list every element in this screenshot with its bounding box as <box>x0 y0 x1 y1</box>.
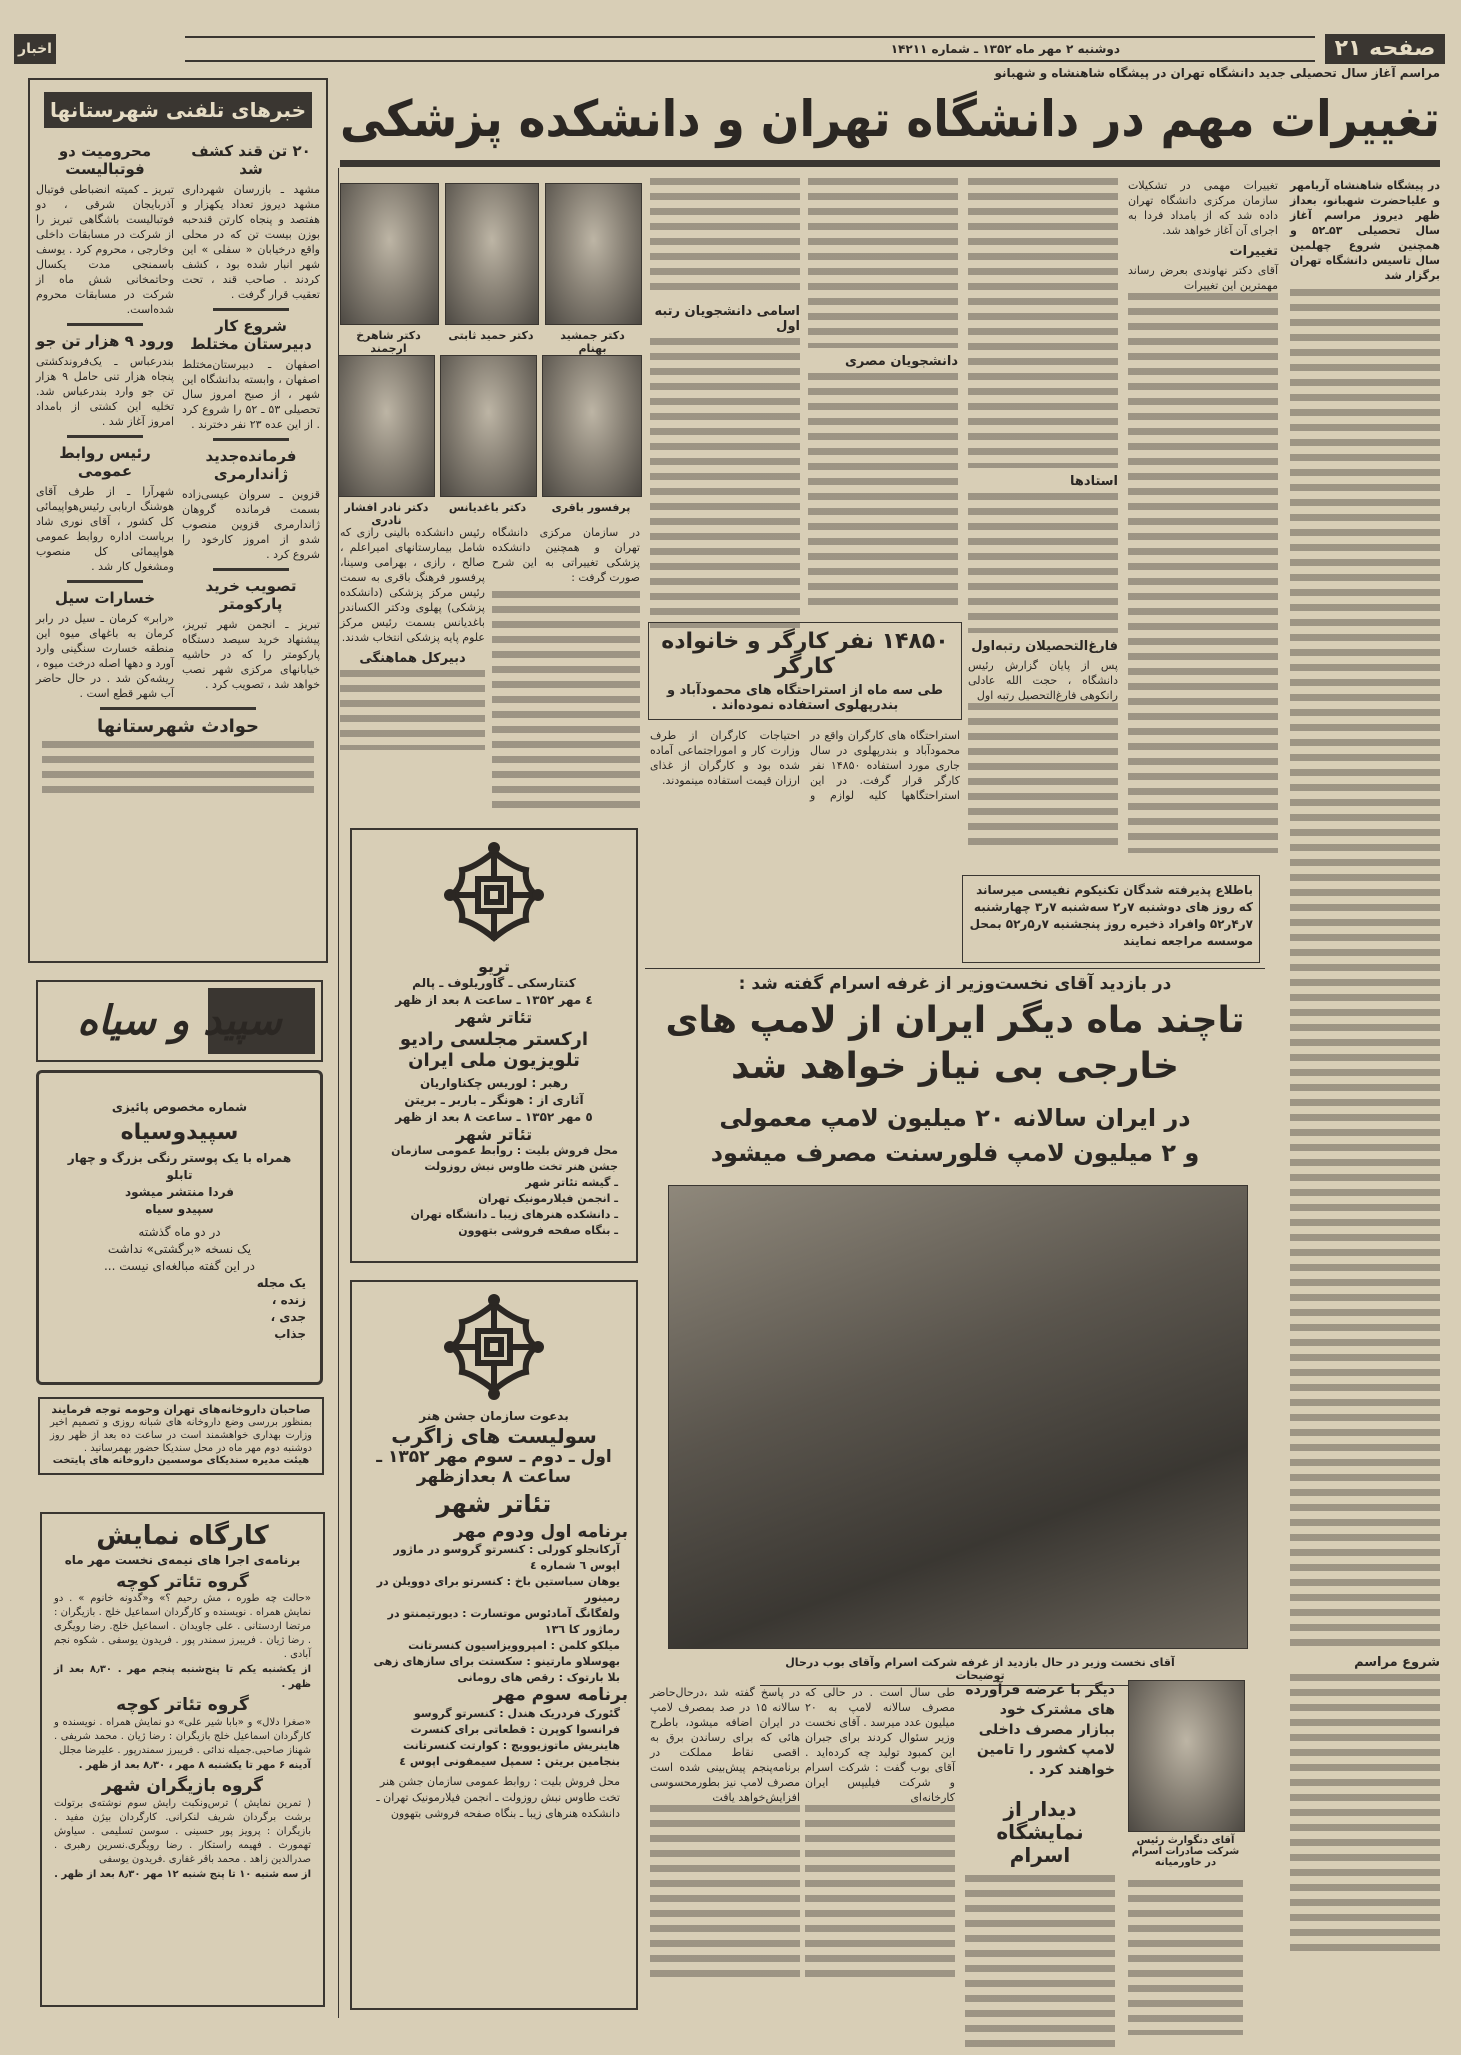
concert-ad-zagreb <box>350 1280 638 2010</box>
news-title: محرومیت دو فوتبالیست <box>58 142 152 178</box>
lead-col-5 <box>650 178 800 628</box>
program-item: فرانسوا کوپرن : قطعاتی برای کنسرت <box>410 1722 620 1736</box>
group-name: گروه بازیگران شهر <box>101 1775 264 1796</box>
news-text: تبریز ـ انجمن شهر تبریز، پیشنهاد خرید سیصد دستگاه پارکومتر را که در حاشیه خیابانهای مرکزی شهر نصب خواهد شد ، تصویب کرد . <box>182 618 320 691</box>
group-text: «صغرا دلال» و «بابا شیر علی» دو نمایش همراه . نویسنده و کارگردان اسماعیل خلج بازیگران : رضا ژیان . محمد شریفی . شهناز صاحبی.جمیله ندائی . فریبرز سمندرپور . علیرضا مجلل <box>54 1716 311 1756</box>
program-item: بلا بارتوک : رقص های رومانی <box>457 1671 620 1685</box>
ad-line: رهبر : لوریس چکناواریان <box>419 1076 569 1091</box>
body-text-lines <box>1128 1880 1243 2035</box>
body-text: در پاسخ گفته شد ،درحال‌حاضر سالانه ۱۵ در صد بمصرف لامپ در ایران اضافه میشود، باطرح هائی که برای رساندن برق به اقصی نقاط مملکت در برنامه‌پنجم پیش‌بینی شده است مصرف لامپ نیز بطورمحسوسی افزایش‌خواهد یافت <box>650 1686 800 1804</box>
concert-dates: اول ـ دوم ـ سوم مهر ۱۳۵۲ ـ ساعت ۸ بعدازظهر <box>376 1447 612 1487</box>
portrait-photo <box>440 355 537 497</box>
ad-line: بدعوت سازمان جشن هنر <box>419 1409 569 1423</box>
body-text-lines <box>968 493 1118 633</box>
news-title: حوادث شهرستانها <box>96 716 259 737</box>
program-item: آرکانجلو کورلی : کنسرتو گروسو در ماژور اپوس ٦ شماره ٤ <box>393 1543 620 1573</box>
news-title: رئیس روابط عمومی <box>59 444 151 480</box>
program-item: یوهان سباستین باخ : کنسرتو برای دوویلن در رمینور <box>376 1575 620 1605</box>
theater-workshop-ad <box>40 1512 325 2007</box>
orchestra-name: ارکستر مجلسی رادیو تلویزیون ملی ایران <box>399 1029 589 1071</box>
news-text: «رابر» کرمان ـ سیل در رابر کرمان به باغهای میوه این منطقه خسارت سنگینی وارد آورد و دهها اصله درخت میوه ، ریشه‌کن شد . در حال حاضر آب شهر قطع است . <box>36 612 174 700</box>
group-name: گروه تئاتر کوچه <box>116 1695 249 1716</box>
body-text: رئیس دانشکده بالینی رازی که شامل بیمارستانهای امیراعلم ، صالح ، رازی ، بهرامی وسینا، پرفسور فرهنگ باقری به سمت رئیس مرکز پزشکی (دانشکده پزشکی) پهلوی ودکتر الکساندر باغدیانس بسمت رئیس مرکز علوم پایه پزشکی انتخاب شدند. <box>340 526 485 644</box>
portrait-photo <box>545 183 642 325</box>
news-text: تبریز ـ کمیته انضباطی فوتبال آذربایجان شرقی ، دو فوتبالیست باشگاهی تبریز را از شرکت در مسابقات داخلی وخارجی ، محروم کرد . یوسف باسمنجی مدت یکسال وحاتمخانی شش ماه از شرکت در مسابقات محروم شده‌است. <box>35 183 174 316</box>
ad-line: تئاتر شهر <box>455 1125 533 1145</box>
news-text: اصفهان ـ دبیرستان‌مختلط اصفهان ، وابسته بدانشگاه این شهر ، از صبح امروز سال تحصیلی ۵۳ ـ ۵۲ را شروع کرد . از این عده ۲۳ نفر دخترند . <box>182 358 321 431</box>
concert-ad-trio <box>350 828 638 1263</box>
group-schedule: از یکشنبه یکم تا پنج‌شنبه پنجم مهر . ۸٫۳۰ بعد از ظهر . <box>54 1664 311 1691</box>
prime-minister-visit-photo <box>668 1185 1248 1649</box>
ad-line: ٥ مهر ۱۳۵۲ ـ ساعت ۸ بعد از ظهر <box>395 1110 593 1125</box>
news-text: قزوین ـ سروان عیسی‌زاده بسمت فرمانده گروهان ژاندارمری قزوین منصوب شدو از امروز کارخود را شروع کرد . <box>182 488 320 561</box>
lamp-col-mid <box>805 1685 955 1985</box>
portrait-caption: دکتر نادر افشار نادری <box>344 501 429 527</box>
body-text-lines <box>650 1805 800 1985</box>
ticket-info: محل فروش بلیت : روابط عمومی سازمان جشن هنر تخت طاوس نبش روزولت <box>391 1144 618 1174</box>
program-item: ولفگانگ آمادئوس موتسارت : دیورتیمنتو در رماژور کا ۱۳٦ <box>387 1607 620 1637</box>
ad-line: جدی ، <box>270 1310 306 1324</box>
pharmacy-notice <box>38 1397 324 1475</box>
festival-of-arts-logo <box>362 840 626 950</box>
festival-of-arts-logo <box>360 1292 628 1402</box>
provincial-news-box <box>28 78 328 963</box>
news-text: مشهد ـ بازرسان شهرداری مشهد دیروز تعداد یکهزار و هفتصد و پنجاه کارتن قندحبه بوزن بیست تن که در محلی واقع درخیابان « سفلی » این شهر انبار شده بود ، کشف کردند . صاحب قند ، تحت تعقیب قرار گرفت . <box>182 183 320 301</box>
provincial-news-title: خبرهای تلفنی شهرستانها <box>44 92 312 128</box>
osram-executive-portrait <box>1128 1680 1245 1832</box>
body-text-lines <box>340 670 485 750</box>
magazine-logo: سپید و سیاه <box>77 998 282 1044</box>
body-text-lines <box>808 178 958 348</box>
body-text-lines <box>1290 1674 1440 1959</box>
lamp-subhead-2: و ۲ میلیون لامپ فلورسنت مصرف میشود <box>710 1139 1200 1167</box>
portrait-photo <box>542 355 642 497</box>
subhead: دبیرکل هماهنگی <box>359 651 466 666</box>
body-text-lines <box>650 338 800 628</box>
concert-venue: تئاتر شهر <box>436 1490 552 1519</box>
magazine-logo-banner <box>36 980 323 1062</box>
section-divider <box>645 968 1265 969</box>
lamp-col-left <box>650 1685 800 1985</box>
ad-line: زنده ، <box>271 1293 306 1307</box>
body-text: طی سال است . در حالی که مصرف سالانه لامپ به ۲۰ میلیون عدد میرسد . آقای نخست وزیر سئوال کردند برای جبران این کمبود تولید چه کرده‌اید . آقای بوب گفت : شرکت اسرام و شرکت فیلیپس ایران کارخانه‌ای <box>805 1686 955 1804</box>
body-text: پس از پایان گزارش رئیس دانشگاه ، حجت الله عادلی رانکوهی فارغ‌التحصیل رتبه اول <box>968 659 1118 702</box>
lamp-kicker: در بازدید آقای نخست‌وزیر از غرفه اسرام گفته شد : <box>738 974 1172 994</box>
group-schedule: از سه شنبه ۱۰ تا پنج شنبه ۱۲ مهر ۸٫۳۰ بعد از ظهر . <box>54 1868 311 1880</box>
workers-subhead: طی سه ماه از استراحتگاه های محمودآباد و بندرپهلوی استفاده نموده‌اند . <box>667 682 943 713</box>
ad-line: آثاری از : هونگر ـ باربر ـ بریتن <box>404 1093 584 1108</box>
body-text-lines <box>650 178 800 298</box>
section-label: اخبار <box>14 34 56 64</box>
workers-headline-box <box>648 622 962 720</box>
lead-col-4 <box>808 178 958 613</box>
date-line: دوشنبه ۲ مهر ماه ۱۳۵۲ ـ شماره ۱۴۲۱۱ <box>890 42 1120 56</box>
program-item: گئورک فردریک هندل : کنسرتو گروسو <box>413 1706 620 1720</box>
masthead-rule-top <box>185 36 1315 38</box>
ad-line: شماره مخصوص پائیزی <box>111 1100 248 1114</box>
body-text-lines <box>42 741 314 801</box>
ad-line: کنتارسکی ـ گاوریلوف ـ پالم <box>412 976 576 990</box>
news-text: بندرعباس ـ یک‌فروند‌کشتی پنجاه هزار تنی حامل ۹ هزار تن جو وارد بندرعباس شد. تخلیه این کشتی از بامداد امروز آغاز شد . <box>36 355 174 428</box>
column-divider <box>338 168 339 2018</box>
group-schedule: آدینه ۶ مهر تا یکشنبه ۸ مهر ، ۸٫۳۰ بعد از ظهر . <box>78 1759 311 1771</box>
concert-title: سولیست های زاگرب <box>391 1424 597 1448</box>
subhead: دانشجویان مصری <box>844 354 958 369</box>
subhead: استادها <box>1070 474 1118 489</box>
lead-col-2 <box>1128 178 1278 853</box>
body-text: در سازمان مرکزی دانشگاه تهران و همچنین دانشکده پزشکی تغییراتی به این شرح صورت گرفت : <box>492 526 640 584</box>
ad-line: ٤ مهر ۱۳۵۲ ـ ساعت ۸ بعد از ظهر <box>395 993 593 1007</box>
body-text-lines <box>808 373 958 613</box>
lamp-headline-2: خارجی بی نیاز خواهد شد <box>731 1046 1179 1087</box>
portrait-photo <box>445 183 539 325</box>
ticket-info: محل فروش بلیت : روابط عمومی سازمان جشن هنر تخت طاوس نبش روزولت ـ انجمن فیلارمونیک تهران ـ دانشکده هنرهای زیبا ـ بنگاه صفحه فروشی بتهوون <box>376 1774 620 1820</box>
subhead: تغییرات <box>1229 244 1278 259</box>
subhead: اسامی دانشجویان رتبه اول <box>654 304 800 334</box>
news-title: فرمانده‌جدید ژاندارمری <box>205 447 297 483</box>
page-number: صفحه ۲۱ <box>1325 34 1445 64</box>
ticket-info: ـ انجمن فیلارمونیک تهران <box>478 1192 618 1206</box>
workers-headline: ۱۴۸۵۰ نفر کارگر و خانواده کارگر <box>661 629 949 680</box>
program-item: بهوسلاو مارتینو : سکستت برای سازهای زهی <box>373 1655 620 1669</box>
notice-title: صاحبان داروخانه‌های تهران وحومه توجه فرمایند <box>51 1403 311 1416</box>
workshop-title: کارگاه نمایش <box>96 1521 269 1551</box>
subhead: شروع مراسم <box>1354 1655 1440 1670</box>
news-text: شهرآرا ـ از طرف آقای هوشنگ اربابی رئیس‌هواپیمائی کل کشور ، آقای نوری شاد بریاست اداره روابط عمومی هواپیمائی کل منصوب ومشغول کار شد . <box>36 485 174 573</box>
portrait-story-col-right <box>492 525 640 820</box>
portrait-caption: آقای دنگوارث رئیس شرکت صادرات اسرام در خاورمیانه <box>1131 1835 1240 1868</box>
lamp-pullquote: دیگر با عرضه فرآورده های مشترک خود ببازار مصرف داخلی لامپ کشور را تامین خواهند کرد . <box>965 1682 1115 1778</box>
body-text-lines <box>968 703 1118 853</box>
program-item: هاینریش ماتوزیوویچ : کوارتت کنسرتانت <box>403 1738 620 1752</box>
ad-line: در دو ماه گذشته <box>138 1225 221 1239</box>
group-name: گروه تئاتر کوچه <box>116 1571 249 1592</box>
subhead: فارغ‌التحصیلان رتبه‌اول <box>971 639 1118 654</box>
group-text: «حالت چه طوره ، مش رحیم ؟» و«گدونه خانوم » . دو نمایش همراه . نویسنده و کارگردان اسماعیل خلج . بازیگران : مرتضا اردستانی . علی جاویدان . اسماعیل خلج. رضا رویگری . رضا ژیان . فریبرز سمندر پور . فریدون یوسفی . شکوه نجم آبادی . <box>54 1593 311 1661</box>
ad-line: یک مجله <box>256 1276 306 1290</box>
portrait-caption: دکتر شاهرخ ارجمند <box>356 329 421 355</box>
ad-line: جذاب <box>274 1327 306 1341</box>
ticket-info: ـ دانشکده هنرهای زیبا ـ دانشگاه تهران <box>410 1208 618 1222</box>
portrait-caption: دکتر باغدیانس <box>448 501 527 514</box>
provincial-col-right <box>182 136 320 701</box>
technicom-notice <box>962 875 1260 963</box>
program-item: بنجامین بریتن : سمپل سیمفونی اپوس ٤ <box>399 1754 620 1768</box>
program-item: میلکو کلمن : امپروویزاسیون کنسرتانت <box>408 1639 620 1653</box>
body-text-lines <box>965 1875 1115 2055</box>
lamp-headline-1: تاچند ماه دیگر ایران از لامپ های <box>665 1000 1245 1041</box>
magazine-ad <box>36 1070 323 1385</box>
lead-kicker: مراسم آغاز سال تحصیلی جدید دانشگاه تهران در پیشگاه شاهنشاه و شهبانو <box>994 66 1440 80</box>
masthead-rule-bottom <box>185 60 1315 62</box>
lead-intro: در پیشگاه شاهنشاه آریامهر و علیاحضرت شهبانو، بعداز ظهر دیروز مراسم آغاز سال تحصیلی ۵۳ـ۵۲ و همچنین شروع چهلمین سال تاسیس دانشگاه تهران برگزار شد <box>1290 179 1440 282</box>
portrait-caption: دکتر حمید ثابتی <box>448 329 534 342</box>
body-text: آقای دکتر نهاوندی بعرض رساند مهمترین این تغییرات <box>1128 264 1278 292</box>
news-title: خسارات سیل <box>54 589 156 607</box>
portrait-caption: دکتر جمشید بهنام <box>560 329 625 355</box>
body-text-lines <box>492 591 640 811</box>
lead-col-3 <box>968 178 1118 853</box>
portrait-photo <box>338 355 435 497</box>
lead-headline-container <box>340 88 1440 154</box>
news-title: شروع کار دبیرستان مختلط <box>190 317 312 353</box>
news-title: ۲۰ تن قند کشف شد <box>191 142 311 178</box>
workers-text <box>650 728 960 863</box>
ad-line: تریو <box>478 957 510 976</box>
body-text: تغییرات مهمی در تشکیلات سازمان مرکزی دانشگاه تهران داده شد که از بامداد فردا به اجرای آن آغاز خواهد شد. <box>1128 179 1278 237</box>
ad-line: یک نسخه «برگشتی» نداشت <box>107 1242 252 1256</box>
group-text: ( تمرین نمایش ) ترس‌ونکبت رایش سوم نوشته‌ی برتولت برشت برگردان شریف لنکرانی. کارگردان بیژن مفید . بازیگران : پرویز پور حسینی . سوسن تسلیمی . سیاوش تهمورث . فهیمه راستکار . رضا رویگری.نسرین رهبری . صدرالدین زاهد . محمد باقر غفاری .فریدون یوسفی <box>54 1797 311 1865</box>
news-title: تصویب خرید پارکومتر <box>205 577 297 613</box>
program-title: برنامه سوم مهر <box>493 1685 628 1706</box>
lamp-col-right <box>965 1680 1115 2055</box>
lamp-subhead-1: در ایران سالانه ۲۰ میلیون لامپ معمولی <box>719 1104 1191 1132</box>
body-text-lines <box>805 1805 955 1985</box>
ad-line: تئاتر شهر <box>455 1008 533 1027</box>
ticket-info: ـ گیشه تئاتر شهر <box>525 1176 618 1190</box>
lead-headline: تغییرات مهم در دانشگاه تهران و دانشکده پزشکی <box>339 90 1440 148</box>
news-title: ورود ۹ هزار تن جو <box>36 332 174 350</box>
ad-line: سپیدو سیاه <box>145 1202 214 1216</box>
portrait-caption: پرفسور باقری <box>551 501 631 514</box>
lead-col-1 <box>1290 178 1440 1959</box>
body-text-lines <box>1290 289 1440 1649</box>
notice-signature: هیئت مدیره سندیکای موسسین داروخانه های پایتخت <box>52 1455 310 1466</box>
provincial-col-left <box>36 136 174 701</box>
subhead: دیدار از نمایشگاه اسرام <box>996 1797 1084 1867</box>
body-text-lines <box>1128 293 1278 853</box>
ad-line: سپیدوسیاه <box>120 1120 239 1145</box>
notice-text: باطلاع پذیرفته شدگان تکنیکوم نفیسی میرساند که روز های دوشنبه ۷ر۲ سه‌شنبه ۷ر۳ چهارشنبه ۷ر۴ر۵۲ وافراد ذخیره روز پنجشنبه ۷ر۵ر۵۲ بمحل موسسه مراجعه نمایند <box>969 883 1253 948</box>
lead-headline-rule <box>340 160 1440 167</box>
program-title: برنامه اول ودوم مهر <box>453 1521 628 1542</box>
notice-text: بمنظور بررسی وضع داروخانه های شبانه روزی و تصمیم اخیر وزارت بهداری خواهشمند است در ساعت ده بعد از ظهر روز دوشنبه دوم مهر ماه در محل سندیکا حضور بهمرسانید . <box>50 1417 312 1454</box>
portrait-story-col-left <box>340 525 485 820</box>
photo-caption: آقای نخست وزیر در حال بازدید از غرفه شرکت اسرام وآقای بوب درحال توضیحات <box>760 1656 1200 1686</box>
body-text: استراحتگاه های کارگران واقع در محمودآباد و بندرپهلوی در سال جاری مورد استفاده ۱۴۸۵۰ نفر کارگر قرار گرفت. در این استراحتگاهها کلیه لوازم و احتیاجات کارگران از طرف وزارت کار و اموراجتماعی آماده شده بود و کارگران از غذای ارزان قیمت استفاده مینمودند. <box>650 729 960 802</box>
workshop-subtitle: برنامه‌ی اجرا های نیمه‌ی نخست مهر ماه <box>64 1552 301 1567</box>
ad-line: همراه با یک پوستر رنگی بزرگ و چهار تابلو <box>67 1151 292 1182</box>
ad-line: فردا منتشر میشود <box>124 1185 235 1199</box>
portrait-photo <box>340 183 439 325</box>
body-text-lines <box>968 178 1118 468</box>
ticket-info: ـ بنگاه صفحه فروشی بتهوون <box>458 1224 618 1238</box>
ad-line: در این گفته مبالغه‌ای نیست ... <box>103 1259 256 1273</box>
